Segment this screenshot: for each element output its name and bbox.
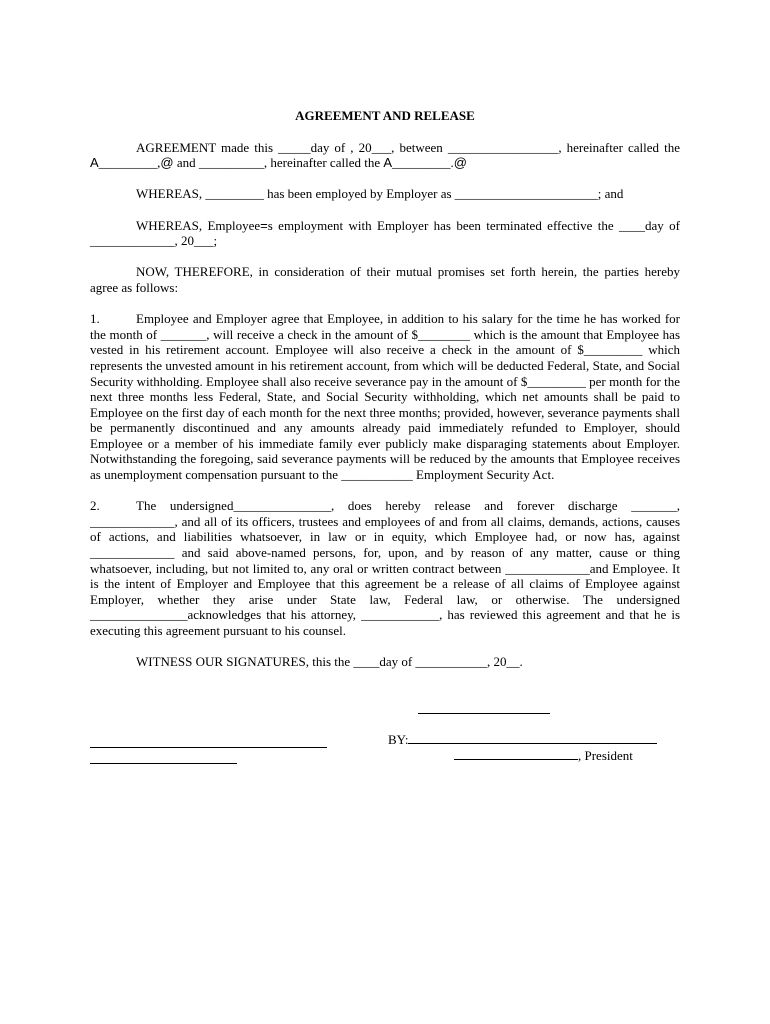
intro-blank-2: _________. — [392, 155, 454, 171]
whereas-terminated-text-a: WHEREAS, Employee — [136, 217, 261, 233]
intro-quote-open-2: A — [383, 155, 393, 171]
intro-quote-open-1: A — [90, 155, 99, 171]
section-2-number: 2. — [90, 498, 100, 514]
president-name-line — [454, 746, 578, 760]
section-2-paragraph — [90, 498, 680, 638]
section-1-number: 1. — [90, 311, 100, 327]
intro-paragraph — [90, 140, 680, 171]
intro-text: AGREEMENT made this _____day of , 20___, between _________________, hereinafter called the — [136, 139, 680, 155]
president-label: , President — [578, 748, 633, 763]
section-2-text: The undersigned_______________, does hereby release and forever discharge _______, _____________, and all of its officers, trustees and employees of and from all claims, demands, actions, causes of actions, and liabilities whatsoever, in law or in equity, which Employee had, or now has, against _____________ and said above-named persons, for, upon, and by reason of any matter, cause or thing whatsoever, including, but not limited to, any oral or written contract between _____________and Employee. It is the intent of Employer and Employee that this agreement be a release of all claims of Employee against Employer, whether they arise under State law, Federal law, or otherwise. The undersigned _______________acknowledges that his attorney, ____________, has reviewed this agreement and that he is executing this agreement pursuant to his counsel. — [90, 498, 680, 638]
witness-paragraph: WITNESS OUR SIGNATURES, this the ____day of ___________, 20__. — [136, 654, 523, 670]
by-signature-line — [408, 730, 657, 744]
intro-quote-close-2: @ — [453, 155, 467, 171]
employee-name-line — [90, 748, 237, 764]
signature-block — [90, 698, 680, 778]
by-label: BY: — [388, 732, 409, 747]
now-therefore-paragraph: NOW, THEREFORE, in consideration of their mutual promises set forth herein, the parties hereby agree as follows: — [90, 264, 680, 295]
apostrophe-glyph: = — [260, 217, 268, 233]
intro-quote-close-1: @ — [160, 155, 174, 171]
whereas-terminated-text-b: s employment with Employer has been terminated effective the ____day of _____________, 20___; — [90, 217, 680, 249]
whereas-terminated-paragraph — [90, 218, 680, 249]
document-body — [90, 108, 680, 685]
whereas-employed-paragraph: WHEREAS, _________ has been employed by Employer as ______________________; and — [136, 186, 624, 202]
intro-text-2: and __________, hereinafter called the — [173, 155, 384, 171]
section-1-paragraph — [90, 311, 680, 483]
intro-blank-1: _________, — [98, 155, 161, 171]
document-title: AGREEMENT AND RELEASE — [295, 108, 475, 123]
signature-line-top-right — [418, 698, 550, 714]
section-1-text: Employee and Employer agree that Employee, in addition to his salary for the time he has worked for the month of _______, will receive a check in the amount of $________ which is the amount that Employee has vested in his retirement account. Employee will also receive a check in the amount of $_________ which represents the unvested amount in his retirement account, from which will be deducted Federal, State, and Social Security withholding. Employee shall also receive severance pay in the amount of $_________ per month for the next three months less Federal, State, and Social Security withholding, which net amounts shall be paid to Employee on the first day of each month for the next three months; provided, however, severance payments shall be permanently discontinued and any amounts already paid immediately refunded to Employer, should Employee or a member of his immediate family ever publicly make disparaging statements about Employer. Notwithstanding the foregoing, said severance payments will be reduced by the amounts that Employee receives as unemployment compensation pursuant to the ___________ Employment Security Act. — [90, 311, 680, 483]
president-row — [454, 746, 633, 764]
employee-signature-line — [90, 732, 327, 748]
by-signature-row — [388, 730, 657, 748]
